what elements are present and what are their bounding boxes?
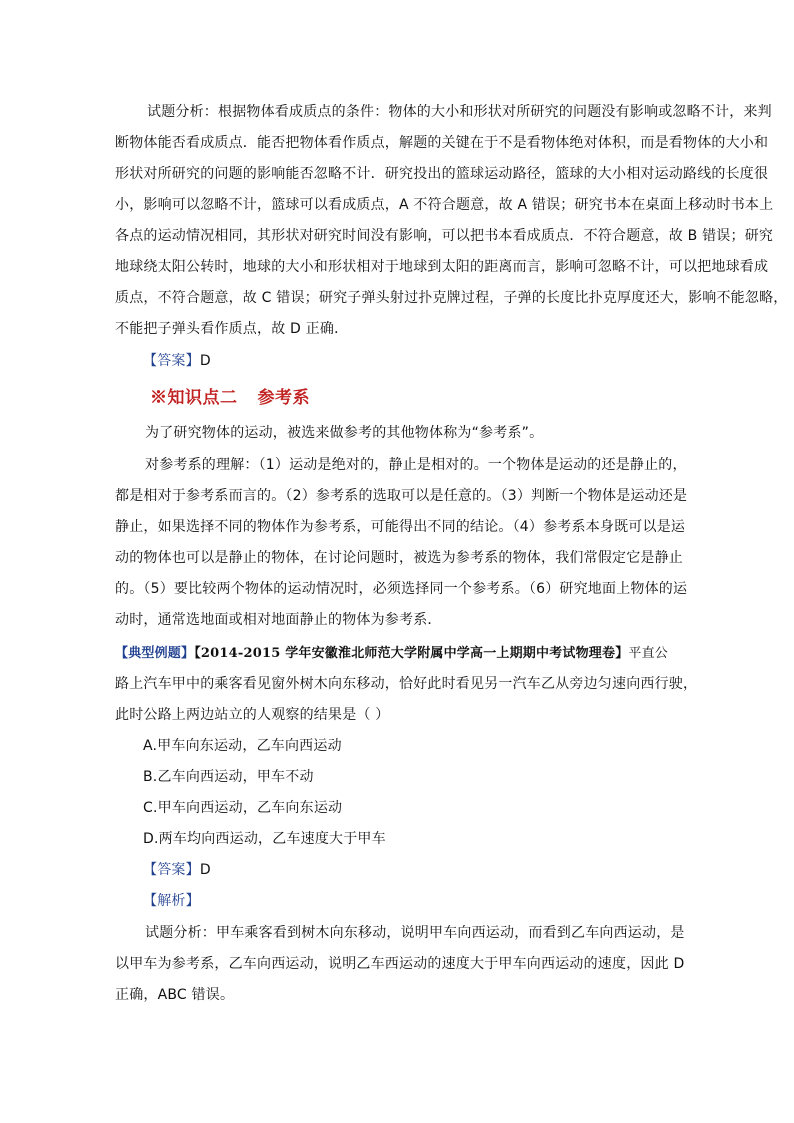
example-source: 【2014-2015 学年安徽淮北师范大学附属中学高一上期期中考试物理卷】 [194,646,629,661]
analysis-line: 形状对所研究的问题的影响能否忽略不计．研究投出的篮球运动路径，篮球的大小相对运动路线的长度很 [115,166,769,182]
understanding-line: 都是相对于参考系而言的。（2）参考系的选取可以是任意的。（3）判断一个物体是运动还是 [115,488,688,504]
understanding-line: 动的物体也可以是静止的物体，在讨论问题时，被选为参考系的物体，我们常假定它是静止 [115,550,683,566]
section-heading [150,383,310,408]
option-c: C.甲车向西运动，乙车向东运动 [143,800,343,816]
answer-label: 【答案】 [143,862,200,878]
answer-line-1 [143,346,211,377]
analysis-label [143,886,200,917]
example-tag: 【典型例题】 [115,646,195,661]
understanding-line: 对参考系的理解：（1）运动是绝对的，静止是相对的。一个物体是运动的还是静止的， [145,457,687,473]
answer-value: D [199,862,211,878]
example-header [115,638,668,669]
option-a: A.甲车向东运动，乙车向西运动 [143,738,342,754]
analysis-line: 质点，不符合题意，故 C 错误；研究子弹头射过扑克牌过程，子弹的长度比扑克厚度还大，影响不能忽略， [115,290,788,306]
analysis-line: 小，影响可以忽略不计，篮球可以看成质点，A 不符合题意，故 A 错误；研究书本在桌面上移动时书本上 [115,197,774,213]
understanding-line: 静止，如果选择不同的物体作为参考系，可能得出不同的结论。（4）参考系本身既可以是运 [115,519,686,535]
analysis-label-text: 【解析】 [143,893,200,909]
understanding-line: 的。（5）要比较两个物体的运动情况时，必须选择同一个参考系。（6）研究地面上物体的运 [115,581,688,597]
option-d: D.两车均向西运动，乙车速度大于甲车 [143,831,386,847]
question-line: 此时公路上两边站立的人观察的结果是（ ） [115,707,390,723]
analysis-line: 地球绕太阳公转时，地球的大小和形状相对于地球到太阳的距离而言，影响可忽略不计，可以把地球看成 [115,259,769,275]
question-line: 路上汽车甲中的乘客看见窗外树木向东移动，恰好此时看见另一汽车乙从旁边匀速向西行驶， [115,676,698,692]
option-b: B.乙车向西运动，甲车不动 [143,769,314,785]
example-analysis-line: 正确，ABC 错误。 [115,987,235,1003]
answer-line-2 [143,855,211,886]
section-heading-mark: ※知识点二 [150,388,238,408]
example-analysis-line: 以甲车为参考系，乙车向西运动，说明乙车西运动的速度大于甲车向西运动的速度，因此 D [115,956,685,972]
answer-value: D [199,353,211,369]
definition-text: 为了研究物体的运动，被选来做参考的其他物体称为“参考系”。 [145,425,544,441]
example-analysis-line: 试题分析：甲车乘客看到树木向东移动，说明甲车向西运动，而看到乙车向西运动，是 [145,925,685,941]
analysis-line: 试题分析：根据物体看成质点的条件：物体的大小和形状对所研究的问题没有影响或忽略不计，来判 [147,104,772,120]
analysis-line: 各点的运动情况相同，其形状对研究时间没有影响，可以把书本看成质点．不符合题意，故 B 错误；研究 [115,228,774,244]
answer-label: 【答案】 [143,353,200,369]
example-question-start: 平直公 [628,646,668,661]
analysis-line: 不能把子弹头看作质点，故 D 正确． [115,321,349,337]
analysis-line: 断物体能否看成质点．能否把物体看作质点，解题的关键在于不是看物体绝对体积，而是看物体的大小和 [115,135,769,151]
section-heading-title: 参考系 [257,388,310,408]
understanding-line: 动时，通常选地面或相对地面静止的物体为参考系． [115,612,442,628]
